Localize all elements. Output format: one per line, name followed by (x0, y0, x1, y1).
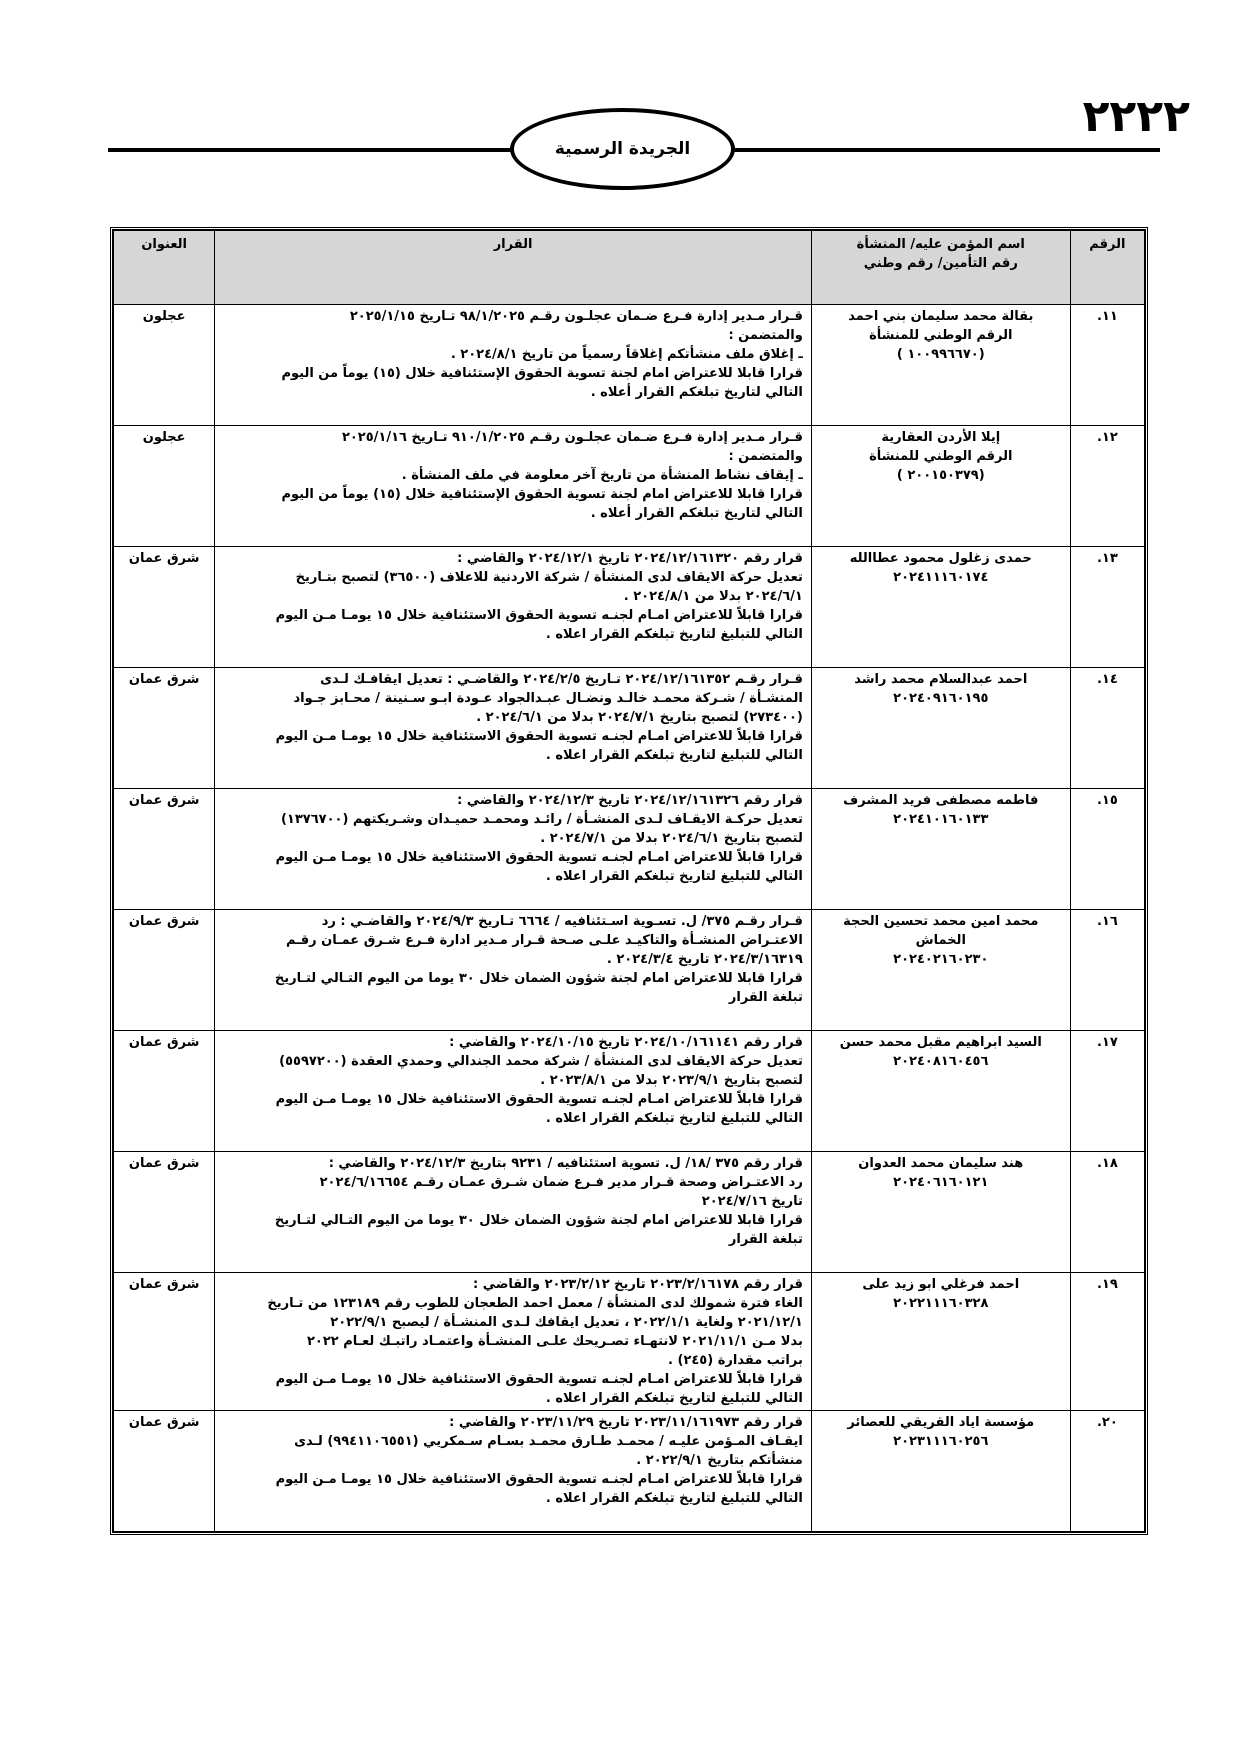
insured-name-cell (811, 789, 1070, 910)
decision-cell (215, 1411, 812, 1532)
decision-line: قرار رقم ٢٠٢٤/١٢/١٦١٣٢٠ تاريخ ٢٠٢٤/١٢/١ والقاضي : (457, 551, 803, 566)
decision-line: ٢٠٢٤/٣/١٦٣١٩ تاريخ ٢٠٢٤/٣/٤ . (606, 952, 803, 967)
insured-name-line: هند سليمان محمد العدوان (858, 1156, 1024, 1171)
decision-line: تاريخ ٢٠٢٤/٧/١٦ (701, 1194, 803, 1209)
insured-name-line: الخماش (915, 933, 966, 948)
row-number: .١٤ (1070, 668, 1144, 789)
insured-name-line: مؤسسة اياد القريقي للعصائر (847, 1415, 1035, 1430)
insured-name-line: احمد عبدالسلام محمد راشد (854, 672, 1028, 687)
table-row (114, 668, 1145, 789)
insured-name-cell (811, 1152, 1070, 1273)
decision-line: ٢٠٢٤/٦/١ بدلا من ٢٠٢٤/٨/١ . (623, 589, 803, 604)
decision-line: الاعتـراض المنشـأة والتاكيـد علـى صـحة قـرار مـدير ادارة فـرع شـرق عمـان رقـم (286, 933, 803, 948)
table-header-row (114, 231, 1145, 305)
address-cell: شرق عمان (114, 1273, 215, 1411)
row-number: .١٧ (1070, 1031, 1144, 1152)
insured-name-line: ٢٠٢٤٠٢١٦٠٢٣٠ (893, 952, 989, 967)
insured-name-cell (811, 426, 1070, 547)
row-number: .١١ (1070, 305, 1144, 426)
decision-line: قـرار مـدير إدارة فـرع ضـمان عجلـون رقـم ٩٨/١/٢٠٢٥ تـاريخ ٢٠٢٥/١/١٥ (349, 309, 803, 324)
decision-line: والمتضمن : (728, 449, 803, 464)
table-row (114, 910, 1145, 1031)
decision-cell (215, 547, 812, 668)
insured-name-line: الرقم الوطني للمنشأة (869, 449, 1013, 464)
decision-line: قرار رقم ٢٠٢٣/٢/١٦١٧٨ تاريخ ٢٠٢٣/٢/١٢ والقاضي : (472, 1277, 803, 1292)
decision-line: تعديل حركـة الايقـاف لـدى المنشـأة / رائـد ومحمـد حميـدان وشـريكتهم (١٣٧٦٧٠٠) (280, 812, 803, 827)
decision-line: قرارا قابلا للاعتراض امام لجنة تسوية الحقوق الإستئنافية خلال (١٥) يوماً من اليوم (281, 366, 803, 381)
decision-line: التالي للتبليغ لتاريخ تبلغكم القرار اعلاه . (545, 627, 803, 642)
table-row (114, 1411, 1145, 1532)
decision-cell (215, 1273, 812, 1411)
decision-line: رد الاعتـراض وصحة قـرار مدير فـرع ضمان شـرق عمـان رقـم ٢٠٢٤/٦/١٦٦٥٤ (319, 1175, 803, 1190)
row-number: .١٢ (1070, 426, 1144, 547)
insured-name-cell (811, 910, 1070, 1031)
insured-name-line: الرقم الوطني للمنشأة (869, 328, 1013, 343)
decision-cell (215, 910, 812, 1031)
decision-cell (215, 426, 812, 547)
insured-name-cell (811, 1411, 1070, 1532)
decision-line: المنشـأة / شـركة محمـد خالـد ونضـال عبـدالجواد عـودة ابـو سـنينة / محـابز جـواد (293, 691, 803, 706)
decision-line: بدلا مـن ٢٠٢١/١١/١ لانتهـاء تصـريحك علـى المنشـأة واعتمـاد راتبـك لعـام ٢٠٢٢ (306, 1334, 803, 1349)
decision-line: تبلغة القرار (728, 1232, 803, 1247)
decision-line: التالي للتبليغ لتاريخ تبلغكم القرار اعلاه . (545, 1391, 803, 1406)
table-row (114, 1031, 1145, 1152)
decision-line: والمتضمن : (728, 328, 803, 343)
decision-line: التالي للتبليغ لتاريخ تبلغكم القرار اعلاه . (545, 869, 803, 884)
insured-name-cell (811, 1031, 1070, 1152)
decision-line: قرارا قابلاً للاعتراض امـام لجنـه تسوية الحقوق الاستئنافية خلال ١٥ يومـا مـن اليوم (275, 1472, 803, 1487)
insured-name-line: ٢٠٢٤٠٨١٦٠٤٥٦ (893, 1054, 989, 1069)
insured-name-line: السيد ابراهيم مقبل محمد حسن (839, 1035, 1042, 1050)
decision-line: قـرار رقـم ٢٠٢٤/١٢/١٦١٣٥٢ تـاريخ ٢٠٢٤/٢/٥ والقاضـي : تعديل ايقافـك لـدى (320, 672, 803, 687)
decision-line: قـرار مـدير إدارة فـرع ضـمان عجلـون رقـم ٩١٠/١/٢٠٢٥ تـاريخ ٢٠٢٥/١/١٦ (341, 430, 803, 445)
decision-line: لتصبح بتاريخ ٢٠٢٤/٦/١ بدلا من ٢٠٢٤/٧/١ . (540, 831, 803, 846)
decision-line: قرارا قابلا للاعتراض امام لجنة تسوية الحقوق الإستئنافية خلال (١٥) يوماً من اليوم (281, 487, 803, 502)
column-header-name-line1: اسم المؤمن عليه/ المنشأة (856, 237, 1025, 252)
insured-name-line: إيلا الأردن العقارية (881, 430, 1001, 445)
insured-name-line: ٢٠٢٣١١١٦٠٢٥٦ (893, 1434, 989, 1449)
insured-name-line: احمد فرغلي ابو زيد على (862, 1277, 1020, 1292)
decision-line: ـ إغلاق ملف منشأتكم إغلاقاً رسمياً من تاريخ ٢٠٢٤/٨/١ . (450, 347, 803, 362)
address-cell: شرق عمان (114, 910, 215, 1031)
decision-line: تعديل حركة الايقاف لدى المنشأة / شركة الاردنية للاعلاف (٣٦٥٠٠) لتصبح بتـاريخ (295, 570, 803, 585)
column-header-name (811, 231, 1070, 305)
decision-line: التالي للتبليغ لتاريخ تبلغكم القرار اعلاه . (545, 1111, 803, 1126)
insured-name-line: ٢٠٢٤١٠١٦٠١٣٣ (893, 812, 989, 827)
decision-line: قرارا قابلاً للاعتراض امـام لجنـه تسوية الحقوق الاستئنافية خلال ١٥ يومـا مـن اليوم (275, 608, 803, 623)
address-cell: شرق عمان (114, 547, 215, 668)
row-number: .١٩ (1070, 1273, 1144, 1411)
decision-line: التالي لتاريخ تبلغكم القرار أعلاه . (590, 385, 803, 400)
decision-line: لتصبح بتاريخ ٢٠٢٣/٩/١ بدلا من ٢٠٢٣/٨/١ . (540, 1073, 803, 1088)
address-cell: شرق عمان (114, 668, 215, 789)
table-row (114, 1152, 1145, 1273)
decision-line: ـ إيقاف نشاط المنشأة من تاريخ آخر معلومة في ملف المنشأة . (401, 468, 803, 483)
table-row (114, 426, 1145, 547)
decision-line: قـرار رقـم ٣٧٥/ ل. تسـوية اسـتئنافيه / ٦٦٦٤ تـاريخ ٢٠٢٤/٩/٣ والقاضـي : رد (321, 914, 803, 929)
column-header-name-line2: رقم التأمين/ رقم وطني (863, 256, 1018, 271)
row-number: .١٨ (1070, 1152, 1144, 1273)
decision-line: قرارا قابلاً للاعتراض امـام لجنـه تسوية الحقوق الاستئنافية خلال ١٥ يومـا مـن اليوم (275, 850, 803, 865)
decision-line: التالي للتبليغ لتاريخ تبلغكم القرار اعلاه . (545, 748, 803, 763)
address-cell: عجلون (114, 426, 215, 547)
decision-line: قرار رقم ٣٧٥ /١٨/ ل. تسوية استئنافيه / ٩٢٣١ بتاريخ ٢٠٢٤/١٢/٣ والقاضي : (328, 1156, 803, 1171)
insured-name-line: فاطمه مصطفى فريد المشرف (843, 793, 1039, 808)
address-cell: شرق عمان (114, 1031, 215, 1152)
insured-name-line: ٢٠٢٤٠٦١٦٠١٢١ (893, 1175, 989, 1190)
decision-line: ٢٠٢١/١٢/١ ولغاية ٢٠٢٢/١/١ ، تعديل ايقافك لـدى المنشـأة / ليصبح ٢٠٢٢/٩/١ (330, 1315, 803, 1330)
page-number: ٢٢٢٢ (1082, 91, 1190, 142)
decisions-table (113, 230, 1145, 1532)
insured-name-line: بقالة محمد سليمان بني احمد (848, 309, 1034, 324)
decision-line: تعديل حركة الايقاف لدى المنشأة / شركة محمد الجندالي وحمدي العقدة (٥٥٩٧٢٠٠) (279, 1054, 803, 1069)
address-cell: عجلون (114, 305, 215, 426)
decision-cell (215, 1031, 812, 1152)
decision-cell (215, 668, 812, 789)
gazette-title: الجريدة الرسمية (554, 139, 691, 159)
insured-name-line: حمدى زغلول محمود عطاالله (849, 551, 1032, 566)
column-header-number: الرقم (1070, 231, 1144, 305)
column-header-address: العنوان (114, 231, 215, 305)
decision-line: قرارا قابلاً للاعتراض امـام لجنـه تسوية الحقوق الاستئنافية خلال ١٥ يومـا مـن اليوم (275, 1092, 803, 1107)
decision-line: براتب مقدارة (٢٤٥) . (668, 1353, 803, 1368)
insured-name-line: محمد امين محمد تحسين الحجة (843, 914, 1039, 929)
decision-line: منشأتكم بتاريخ ٢٠٢٢/٩/١ . (636, 1453, 803, 1468)
decision-cell (215, 305, 812, 426)
row-number: .١٣ (1070, 547, 1144, 668)
decision-line: الغاء فترة شمولك لدى المنشأة / معمل احمد الطعجان للطوب رقم ١٢٣١٨٩ من تـاريخ (267, 1296, 803, 1311)
address-cell: شرق عمان (114, 1152, 215, 1273)
decision-line: التالي لتاريخ تبلغكم القرار أعلاه . (590, 506, 803, 521)
table-row (114, 305, 1145, 426)
decision-line: قرارا قابلاً للاعتراض امـام لجنـه تسوية الحقوق الاستئنافية خلال ١٥ يومـا مـن اليوم (275, 729, 803, 744)
decision-line: ايقـاف المـؤمن عليـه / محمـد طـارق محمـد بسـام سـمكريي (٩٩٤١١٠٦٥٥١) لـدى (294, 1434, 803, 1449)
decision-line: قرارا قابلا للاعتراض امام لجنة شؤون الضمان خلال ٣٠ يوما من اليوم التـالي لتـاريخ (274, 971, 803, 986)
row-number: .١٦ (1070, 910, 1144, 1031)
insured-name-line: ٢٠٢٤١١١٦٠١٧٤ (893, 570, 989, 585)
insured-name-line: (٢٠٠١٥٠٣٧٩ ) (896, 468, 985, 483)
insured-name-line: ٢٠٢٢١١١٦٠٣٢٨ (893, 1296, 989, 1311)
table-row (114, 789, 1145, 910)
decision-line: (٢٧٣٤٠٠) لتصبح بتاريخ ٢٠٢٤/٧/١ بدلا من ٢٠٢٤/٦/١ . (476, 710, 803, 725)
decision-cell (215, 1152, 812, 1273)
decision-cell (215, 789, 812, 910)
insured-name-cell (811, 305, 1070, 426)
row-number: .٢٠ (1070, 1411, 1144, 1532)
insured-name-cell (811, 1273, 1070, 1411)
column-header-decision: القرار (215, 231, 812, 305)
table-row (114, 547, 1145, 668)
decision-line: التالي للتبليغ لتاريخ تبلغكم القرار اعلاه . (545, 1491, 803, 1506)
decision-line: قرار رقم ٢٠٢٣/١١/١٦١٩٧٣ تاريخ ٢٠٢٣/١١/٢٩ والقاضي : (449, 1415, 803, 1430)
address-cell: شرق عمان (114, 789, 215, 910)
insured-name-cell (811, 547, 1070, 668)
decision-line: قرار رقم ٢٠٢٤/١٠/١٦١١٤١ تاريخ ٢٠٢٤/١٠/١٥ والقاضي : (449, 1035, 803, 1050)
decision-line: قرار رقم ٢٠٢٤/١٢/١٦١٣٢٦ تاريخ ٢٠٢٤/١٢/٣ والقاضي : (457, 793, 803, 808)
insured-name-cell (811, 668, 1070, 789)
decision-line: تبلغة القرار (728, 990, 803, 1005)
table-row (114, 1273, 1145, 1411)
decision-line: قرارا قابلاً للاعتراض امـام لجنـه تسوية الحقوق الاستئنافية خلال ١٥ يومـا مـن اليوم (275, 1372, 803, 1387)
table-body (114, 305, 1145, 1532)
row-number: .١٥ (1070, 789, 1144, 910)
address-cell: شرق عمان (114, 1411, 215, 1532)
insured-name-line: (١٠٠٩٩٦٦٧٠ ) (896, 347, 985, 362)
decision-line: قرارا قابلا للاعتراض امام لجنة شؤون الضمان خلال ٣٠ يوما من اليوم التـالي لتـاريخ (274, 1213, 803, 1228)
gazette-title-oval (510, 108, 735, 190)
decisions-table-frame (110, 227, 1148, 1535)
insured-name-line: ٢٠٢٤٠٩١٦٠١٩٥ (893, 691, 989, 706)
